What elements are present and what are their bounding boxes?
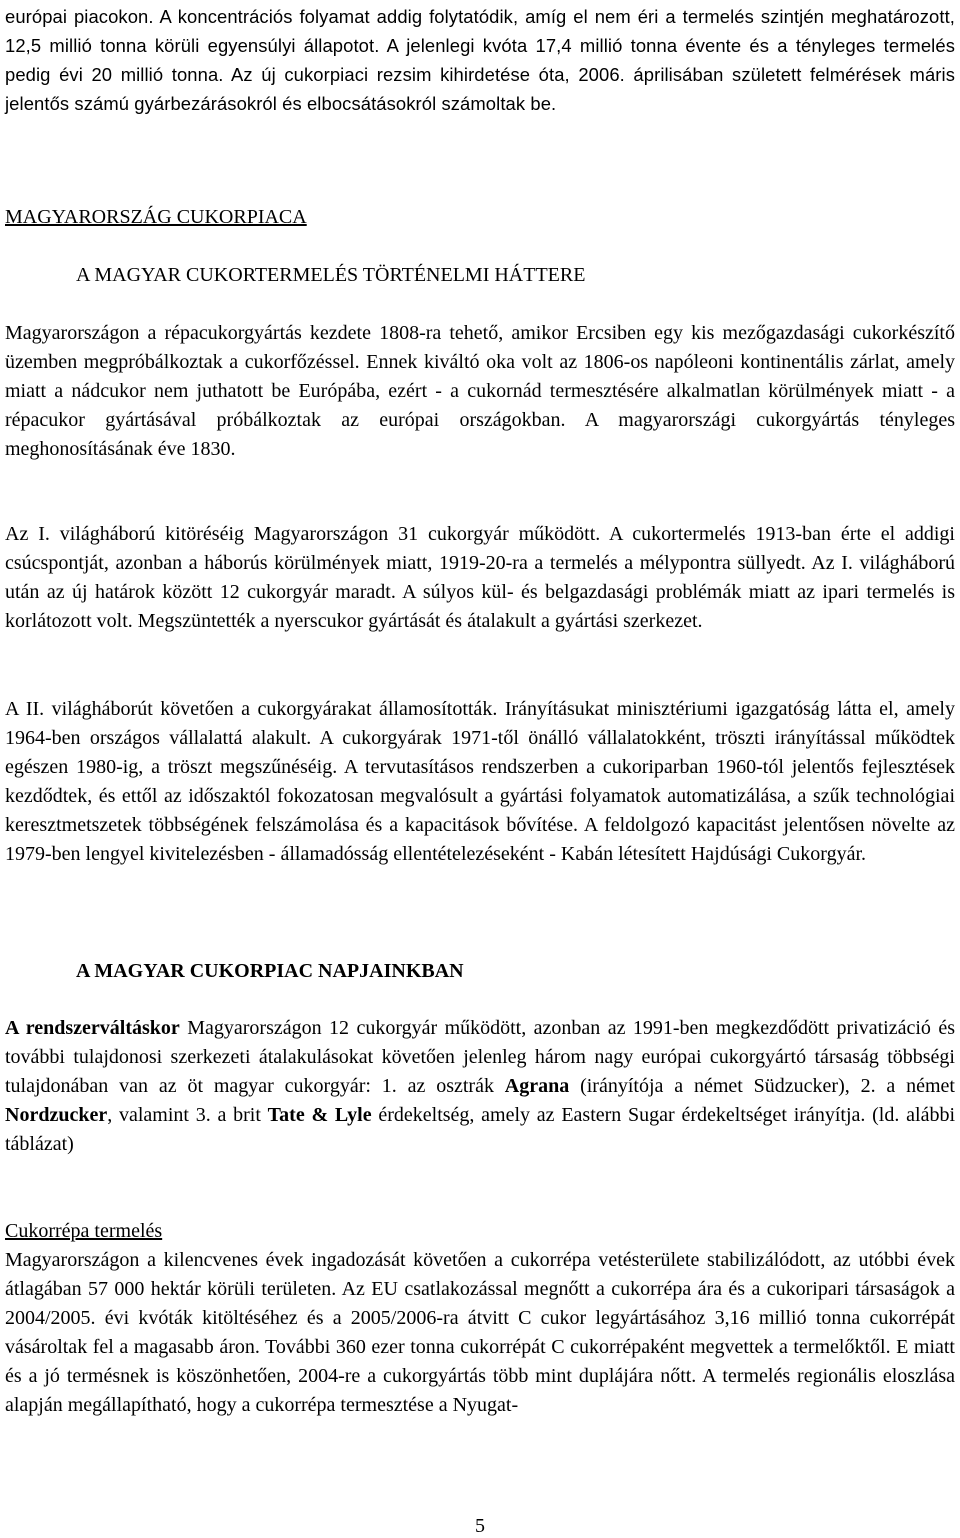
page-number: 5 bbox=[475, 1515, 485, 1537]
company-agrana: Agrana bbox=[504, 1075, 570, 1097]
privatization-text-a: Magyarországon 12 cukorgyár működött, azonban az 1991-ben megkezdődött privatizáció és további tulajdonosi szerkezeti átalakulásokat követően jelenleg három nagy európai cukorgyártó társaság többségi tulajdonában van az öt magyar cukorgyár: 1. az osztrák bbox=[5, 1017, 955, 1097]
privatization-text-d: érdekeltség, amely az Eastern Sugar érdekeltséget irányítja. (ld. alábbi táblázat) bbox=[5, 1104, 955, 1155]
privatization-text-c: , valamint 3. a brit bbox=[107, 1104, 268, 1126]
history-paragraph-3: A II. világháborút követően a cukorgyárakat államosították. Irányításukat minisztériumi igazgatóság látta el, amely 1964-ben országos vállalattá alakult. A cukorgyárak 1971-től önálló vállalatokként, tröszti irányítással működtek egészen 1980-ig, a tröszt megszűnéséig. A tervutasításos rendszerben a cukoriparban 1960-tól jelentős fejlesztések kezdődtek, és ettől az időszaktól fokozatosan megvalósult a gyártási folyamatok automatizálása, a szűk technológiai keresztmetszetek többségének felszámolása és a kapacitások bővítése. A feldolgozó kapacitást jelentősen növelte az 1979-ben lengyel kivitelezésben - államadósság ellentételezéseként - Kabán létesített Hajdúsági Cukorgyár. bbox=[5, 698, 955, 865]
privatization-text-b: (irányítója a német Südzucker), 2. a német bbox=[569, 1075, 955, 1097]
history-paragraph-1: Magyarországon a répacukorgyártás kezdete 1808-ra tehető, amikor Ercsiben egy kis mezőgazdasági cukorkészítő üzemben megpróbálkoztak a cukorfőzéssel. Ennek kiváltó oka volt az 1806-os napóleoni kontinentális zárlat, amely miatt a nádcukor nem juthatott be Európába, ezért - a cukornád termesztésére alkalmatlan körülmények miatt - a répacukor gyártásával próbálkoztak az európai országokban. A magyarországi cukorgyártás tényleges meghonosításának éve 1830. bbox=[5, 322, 955, 460]
section-title-cukorrepa-termeles: Cukorrépa termelés bbox=[5, 1220, 163, 1242]
section-subtitle-tortenelmi-hattere: A MAGYAR CUKORTERMELÉS TÖRTÉNELMI HÁTTERE bbox=[76, 264, 586, 286]
company-nordzucker: Nordzucker bbox=[5, 1104, 108, 1126]
company-tate-lyle: Tate & Lyle bbox=[267, 1104, 372, 1126]
sugarbeet-paragraph: Magyarországon a kilencvenes évek ingadozását követően a cukorrépa vetésterülete stabilizálódott, az utóbbi évek átlagában 57 000 hektár körüli területen. Az EU csatlakozással megnőtt a cukorrépa ára és a cukoripari társaságok a 2004/2005. évi kvóták kitöltéséhez és a 2005/2006-ra átvitt C cukor legyártásához 3,16 millió tonna cukorrépát vásároltak fel a magasabb áron. További 360 ezer tonna cukorrépát C cukorrépaként megvettek a termelőktől. E miatt és a jó termésnek is köszönhetően, 2004-re a cukorgyártás több mint duplájára nőtt. A termelés regionális eloszlása alapján megállapítható, hogy a cukorrépa termesztése a Nyugat- bbox=[5, 1249, 955, 1416]
intro-paragraph: európai piacokon. A koncentrációs folyamat addig folytatódik, amíg el nem éri a termelés szintjén meghatározott, 12,5 millió tonna körüli egyensúlyi állapotot. A jelenlegi kvóta 17,4 millió tonna évente és a tényleges termelés pedig évi 20 millió tonna. Az új cukorpiaci rezsim kihirdetése óta, 2006. áprilisában született felmérések máris jelentős számú gyárbezárásokról és elbocsátásokról számoltak be. bbox=[5, 6, 955, 114]
section-title-magyarorszag-cukorpiaca: MAGYARORSZÁG CUKORPIACA bbox=[5, 206, 307, 228]
privatization-paragraph bbox=[5, 1014, 955, 1159]
section-title-napjainkban: A MAGYAR CUKORPIAC NAPJAINKBAN bbox=[76, 960, 464, 982]
history-paragraph-2: Az I. világháború kitöréséig Magyarországon 31 cukorgyár működött. A cukortermelés 1913-ban érte el addigi csúcspontját, azonban a háborús körülmények miatt, 1919-20-ra a termelés a mélypontra süllyedt. Az I. világháború után az új határok között 12 cukorgyár maradt. A súlyos kül- és belgazdasági problémák miatt az ipari termelés is korlátozott volt. Megszüntették a nyerscukor gyártását és átalakult a gyártási szerkezet. bbox=[5, 523, 955, 632]
bold-rendszervaltaskor: A rendszerváltáskor bbox=[5, 1017, 180, 1039]
